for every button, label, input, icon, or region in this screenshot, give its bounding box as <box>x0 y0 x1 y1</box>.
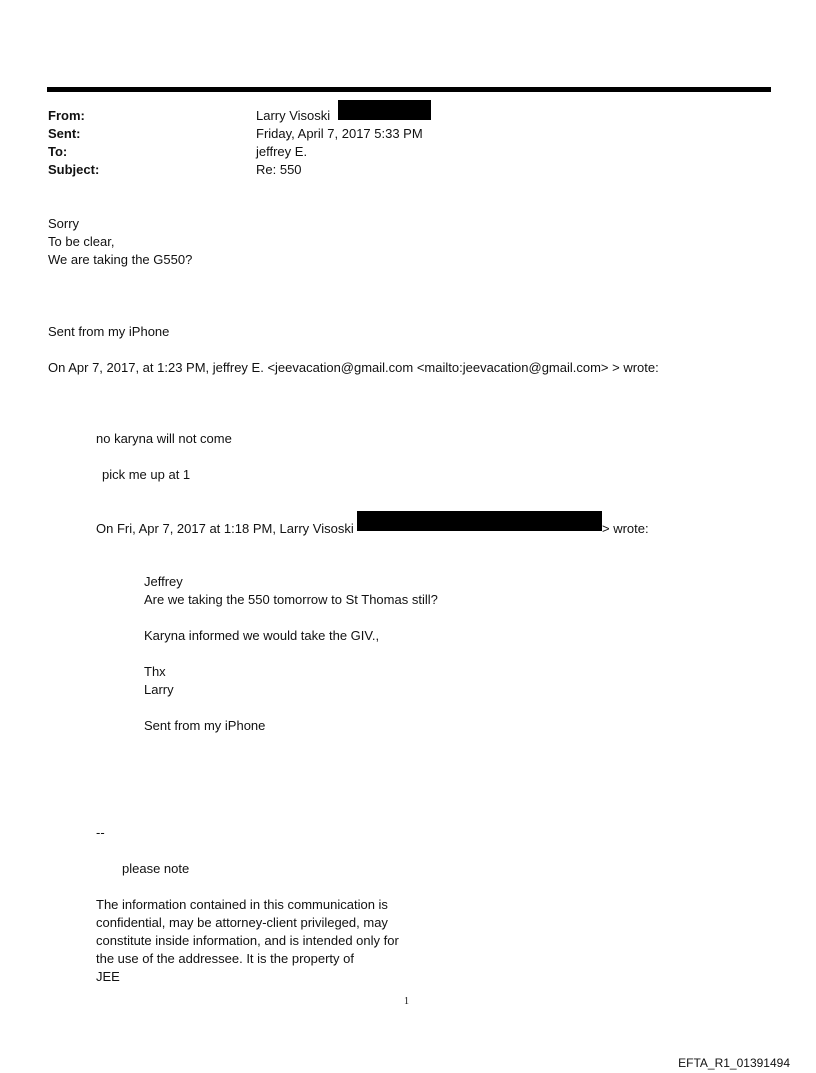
document-id: EFTA_R1_01391494 <box>678 1056 790 1070</box>
reply-line: pick me up at 1 <box>102 467 191 482</box>
disclaimer-line: The information contained in this communication is <box>96 897 388 912</box>
to-value: jeffrey E. <box>256 144 308 159</box>
disclaimer-line: confidential, may be attorney-client privileged, may <box>96 915 388 930</box>
separator-dashes: -- <box>96 825 105 840</box>
signature: Sent from my iPhone <box>48 324 170 339</box>
header-rule <box>47 87 771 92</box>
note-heading: please note <box>122 861 190 876</box>
from-value: Larry Visoski <box>256 108 331 123</box>
disclaimer-line: JEE <box>96 969 120 984</box>
quote-intro-end: > wrote: <box>602 521 649 536</box>
sent-value: Friday, April 7, 2017 5:33 PM <box>256 126 423 141</box>
disclaimer-line: constitute inside information, and is intended only for <box>96 933 399 948</box>
reply-line: Are we taking the 550 tomorrow to St Thomas still? <box>144 592 438 607</box>
body-line: Sorry <box>48 216 80 231</box>
body-line: To be clear, <box>48 234 115 249</box>
redaction-bar <box>357 511 602 531</box>
subject-label: Subject: <box>48 162 100 177</box>
disclaimer-line: the use of the addressee. It is the property of <box>96 951 354 966</box>
body-line: We are taking the G550? <box>48 252 193 267</box>
reply-line: Thx <box>144 664 166 679</box>
redaction-bar <box>338 100 431 120</box>
quote-intro: On Apr 7, 2017, at 1:23 PM, jeffrey E. <jeevacation@gmail.com <mailto:jeevacation@gmail.com> > wrote: <box>48 360 659 375</box>
reply-line: no karyna will not come <box>96 431 232 446</box>
reply-line: Karyna informed we would take the GIV., <box>144 628 380 643</box>
sent-label: Sent: <box>48 126 81 141</box>
reply-line: Larry <box>144 682 174 697</box>
signature: Sent from my iPhone <box>144 718 266 733</box>
to-label: To: <box>48 144 68 159</box>
subject-value: Re: 550 <box>256 162 302 177</box>
reply-line: Jeffrey <box>144 574 183 589</box>
from-label: From: <box>48 108 85 123</box>
quote-intro-start: On Fri, Apr 7, 2017 at 1:18 PM, Larry Visoski <box>96 521 354 536</box>
page-number: 1 <box>404 996 409 1007</box>
